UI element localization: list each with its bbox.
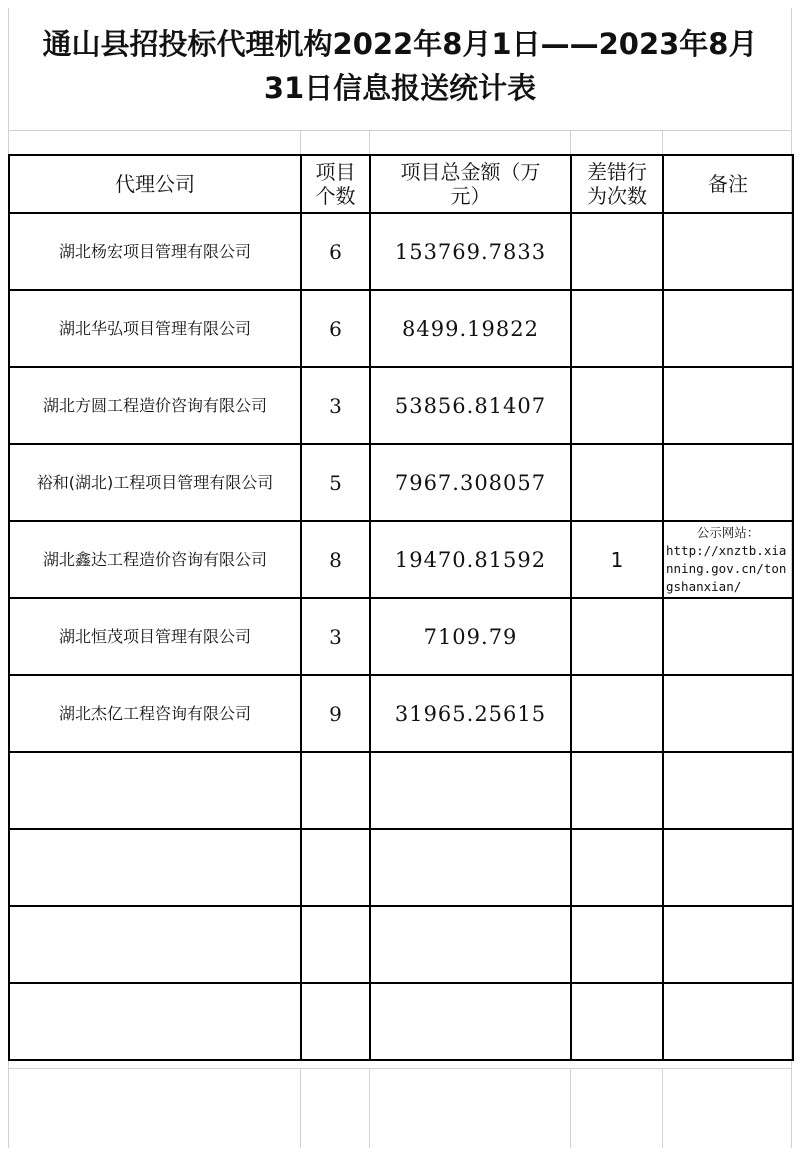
count-cell: 3	[301, 367, 370, 444]
errors-cell	[571, 290, 663, 367]
header-company: 代理公司	[9, 155, 301, 213]
errors-cell	[571, 213, 663, 290]
company-cell: 湖北杨宏项目管理有限公司	[9, 213, 301, 290]
count-cell: 9	[301, 675, 370, 752]
table-row	[9, 598, 793, 675]
company-cell: 湖北鑫达工程造价咨询有限公司	[9, 521, 301, 598]
empty-cell	[301, 906, 370, 983]
empty-cell	[663, 983, 793, 1060]
header-errors: 差错行为次数	[571, 155, 663, 213]
company-cell: 湖北方圆工程造价咨询有限公司	[9, 367, 301, 444]
empty-cell	[370, 829, 571, 906]
empty-cell	[301, 752, 370, 829]
amount-cell: 8499.19822	[370, 290, 571, 367]
empty-cell	[301, 829, 370, 906]
publication-website-link[interactable]: http://xnztb.xianning.gov.cn/tongshanxian/	[666, 542, 787, 594]
table-header-row	[9, 155, 793, 213]
empty-cell	[571, 983, 663, 1060]
count-cell: 5	[301, 444, 370, 521]
empty-cell	[663, 752, 793, 829]
gridline	[662, 130, 663, 154]
gridline	[300, 130, 301, 154]
amount-cell: 19470.81592	[370, 521, 571, 598]
count-cell: 3	[301, 598, 370, 675]
empty-cell	[571, 906, 663, 983]
amount-cell: 31965.25615	[370, 675, 571, 752]
statistics-table	[8, 154, 794, 1061]
empty-row	[9, 829, 793, 906]
page-title	[8, 22, 792, 110]
empty-cell	[663, 906, 793, 983]
gridline	[369, 130, 370, 154]
empty-cell	[9, 752, 301, 829]
company-cell: 湖北恒茂项目管理有限公司	[9, 598, 301, 675]
table-row	[9, 213, 793, 290]
table-row	[9, 444, 793, 521]
errors-cell	[571, 675, 663, 752]
amount-cell: 7109.79	[370, 598, 571, 675]
count-cell: 8	[301, 521, 370, 598]
gridline	[8, 1068, 792, 1069]
note-cell	[663, 213, 793, 290]
note-cell	[663, 444, 793, 521]
empty-cell	[370, 752, 571, 829]
note-cell	[663, 598, 793, 675]
amount-cell: 53856.81407	[370, 367, 571, 444]
table-row	[9, 675, 793, 752]
header-amount: 项目总金额（万元）	[370, 155, 571, 213]
count-cell: 6	[301, 290, 370, 367]
table-row	[9, 290, 793, 367]
title-line-2: 31日信息报送统计表	[263, 71, 537, 105]
title-line-1: 通山县招投标代理机构2022年8月1日——2023年8月	[42, 27, 758, 61]
gridline	[369, 1068, 370, 1148]
empty-row	[9, 983, 793, 1060]
empty-cell	[370, 983, 571, 1060]
note-cell	[663, 675, 793, 752]
amount-cell: 7967.308057	[370, 444, 571, 521]
empty-cell	[9, 983, 301, 1060]
empty-cell	[571, 752, 663, 829]
note-cell	[663, 521, 793, 598]
errors-cell	[571, 444, 663, 521]
company-cell: 裕和(湖北)工程项目管理有限公司	[9, 444, 301, 521]
gridline	[300, 1068, 301, 1148]
empty-row	[9, 752, 793, 829]
note-cell	[663, 290, 793, 367]
errors-cell	[571, 598, 663, 675]
empty-cell	[571, 829, 663, 906]
company-cell: 湖北杰亿工程咨询有限公司	[9, 675, 301, 752]
empty-cell	[9, 906, 301, 983]
company-cell: 湖北华弘项目管理有限公司	[9, 290, 301, 367]
empty-cell	[9, 829, 301, 906]
gridline	[662, 1068, 663, 1148]
table-row	[9, 521, 793, 598]
gridline	[570, 1068, 571, 1148]
empty-cell	[663, 829, 793, 906]
header-count: 项目个数	[301, 155, 370, 213]
empty-row	[9, 906, 793, 983]
count-cell: 6	[301, 213, 370, 290]
note-label: 公示网站：	[696, 524, 760, 540]
note-cell	[663, 367, 793, 444]
amount-cell: 153769.7833	[370, 213, 571, 290]
header-note: 备注	[663, 155, 793, 213]
table-row	[9, 367, 793, 444]
gridline	[570, 130, 571, 154]
errors-cell: 1	[571, 521, 663, 598]
gridline	[8, 130, 792, 131]
empty-cell	[370, 906, 571, 983]
errors-cell	[571, 367, 663, 444]
empty-cell	[301, 983, 370, 1060]
